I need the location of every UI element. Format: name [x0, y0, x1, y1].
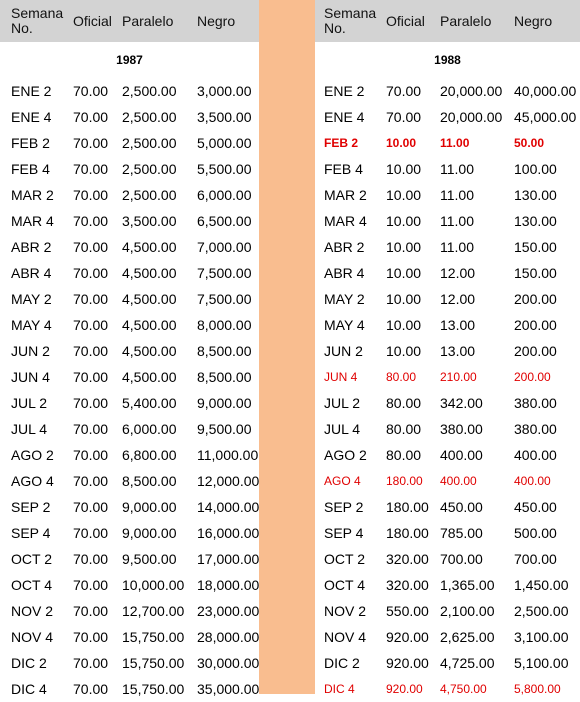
cell-oficial: 320.00 [386, 551, 429, 567]
table-row [315, 468, 580, 494]
cell-semana: FEB 4 [11, 161, 50, 177]
cell-negro: 16,000.00 [197, 525, 260, 541]
cell-oficial: 80.00 [386, 370, 417, 384]
cell-semana: AGO 4 [11, 473, 54, 489]
cell-semana: ENE 2 [11, 83, 52, 99]
cell-paralelo: 4,500.00 [122, 343, 177, 359]
cell-negro: 9,500.00 [197, 421, 252, 437]
cell-negro: 1,450.00 [514, 577, 569, 593]
cell-oficial: 80.00 [386, 395, 422, 411]
cell-paralelo: 13.00 [440, 343, 476, 359]
table-row [0, 78, 259, 104]
cell-semana: SEP 2 [324, 499, 364, 515]
cell-negro: 12,000.00 [197, 473, 260, 489]
cell-paralelo: 10,000.00 [122, 577, 185, 593]
cell-oficial: 10.00 [386, 343, 422, 359]
cell-semana: NOV 4 [324, 629, 367, 645]
cell-paralelo: 2,625.00 [440, 629, 495, 645]
cell-semana: JUL 2 [11, 395, 48, 411]
cell-oficial: 70.00 [73, 265, 109, 281]
cell-semana: SEP 4 [11, 525, 51, 541]
cell-semana: OCT 4 [11, 577, 52, 593]
cell-oficial: 80.00 [386, 447, 422, 463]
table-row [0, 520, 259, 546]
table-row [315, 208, 580, 234]
cell-semana: JUL 4 [324, 421, 361, 437]
cell-paralelo: 12,700.00 [122, 603, 185, 619]
cell-paralelo: 4,500.00 [122, 291, 177, 307]
cell-paralelo: 450.00 [440, 499, 483, 515]
cell-paralelo: 2,500.00 [122, 109, 177, 125]
table-row [315, 78, 580, 104]
table-row [315, 130, 580, 156]
table-row [0, 546, 259, 572]
cell-oficial: 70.00 [386, 83, 422, 99]
cell-negro: 5,100.00 [514, 655, 569, 671]
table-header [0, 0, 259, 42]
table-1988 [315, 0, 580, 694]
cell-paralelo: 9,000.00 [122, 525, 177, 541]
cell-negro: 9,000.00 [197, 395, 252, 411]
cell-oficial: 70.00 [73, 421, 109, 437]
cell-paralelo: 4,750.00 [440, 682, 487, 696]
cell-negro: 200.00 [514, 370, 551, 384]
table-row [315, 338, 580, 364]
cell-semana: JUN 2 [11, 343, 50, 359]
cell-paralelo: 12.00 [440, 265, 476, 281]
cell-negro: 100.00 [514, 161, 557, 177]
cell-oficial: 70.00 [73, 499, 109, 515]
cell-semana: JUL 2 [324, 395, 361, 411]
table-row [0, 130, 259, 156]
cell-negro: 30,000.00 [197, 655, 260, 671]
cell-paralelo: 400.00 [440, 474, 477, 488]
cell-negro: 380.00 [514, 421, 557, 437]
table-row [315, 546, 580, 572]
cell-negro: 40,000.00 [514, 83, 577, 99]
cell-oficial: 70.00 [73, 395, 109, 411]
cell-oficial: 10.00 [386, 136, 417, 150]
cell-oficial: 70.00 [73, 187, 109, 203]
cell-negro: 200.00 [514, 317, 557, 333]
table-body [315, 78, 580, 702]
cell-oficial: 70.00 [73, 161, 109, 177]
table-row [0, 104, 259, 130]
cell-oficial: 180.00 [386, 525, 429, 541]
cell-oficial: 10.00 [386, 265, 422, 281]
cell-semana: OCT 4 [324, 577, 365, 593]
cell-paralelo: 342.00 [440, 395, 483, 411]
table-row [0, 208, 259, 234]
cell-oficial: 550.00 [386, 603, 429, 619]
cell-paralelo: 8,500.00 [122, 473, 177, 489]
cell-paralelo: 6,800.00 [122, 447, 177, 463]
cell-paralelo: 210.00 [440, 370, 477, 384]
cell-semana: MAY 4 [324, 317, 365, 333]
cell-semana: MAY 2 [11, 291, 52, 307]
cell-oficial: 70.00 [73, 343, 109, 359]
cell-negro: 450.00 [514, 499, 557, 515]
cell-paralelo: 12.00 [440, 291, 476, 307]
table-row [315, 520, 580, 546]
cell-paralelo: 4,500.00 [122, 369, 177, 385]
table-row [0, 494, 259, 520]
header-oficial: Oficial [386, 12, 425, 29]
cell-oficial: 180.00 [386, 474, 423, 488]
cell-semana: AGO 4 [324, 474, 361, 488]
cell-oficial: 70.00 [73, 447, 109, 463]
cell-paralelo: 6,000.00 [122, 421, 177, 437]
table-row [0, 572, 259, 598]
cell-semana: SEP 4 [324, 525, 364, 541]
year-label: 1987 [116, 53, 143, 67]
table-row [315, 364, 580, 390]
cell-negro: 8,000.00 [197, 317, 252, 333]
cell-oficial: 70.00 [73, 369, 109, 385]
header-oficial: Oficial [73, 12, 112, 29]
column-divider [259, 0, 315, 694]
cell-negro: 380.00 [514, 395, 557, 411]
cell-negro: 17,000.00 [197, 551, 260, 567]
table-row [315, 442, 580, 468]
cell-oficial: 10.00 [386, 291, 422, 307]
cell-semana: MAR 4 [11, 213, 54, 229]
header-semana: Semana No. [11, 5, 64, 36]
cell-semana: DIC 2 [324, 655, 360, 671]
table-row [315, 650, 580, 676]
table-row [315, 286, 580, 312]
cell-oficial: 70.00 [386, 109, 422, 125]
cell-paralelo: 4,500.00 [122, 239, 177, 255]
table-header [315, 0, 580, 42]
cell-negro: 130.00 [514, 213, 557, 229]
cell-semana: DIC 4 [324, 682, 355, 696]
table-row [0, 182, 259, 208]
cell-paralelo: 15,750.00 [122, 629, 185, 645]
header-negro: Negro [197, 12, 236, 29]
cell-negro: 6,500.00 [197, 213, 252, 229]
table-row [0, 234, 259, 260]
table-row [0, 624, 259, 650]
cell-oficial: 180.00 [386, 499, 429, 515]
table-row [315, 598, 580, 624]
cell-paralelo: 15,750.00 [122, 681, 185, 697]
cell-semana: DIC 2 [11, 655, 47, 671]
cell-oficial: 70.00 [73, 525, 109, 541]
cell-oficial: 70.00 [73, 83, 109, 99]
table-row [0, 338, 259, 364]
cell-semana: MAR 2 [11, 187, 54, 203]
cell-semana: JUN 4 [11, 369, 50, 385]
cell-semana: FEB 4 [324, 161, 363, 177]
cell-semana: ENE 2 [324, 83, 365, 99]
cell-negro: 6,000.00 [197, 187, 252, 203]
cell-oficial: 70.00 [73, 239, 109, 255]
cell-semana: OCT 2 [11, 551, 52, 567]
cell-negro: 7,000.00 [197, 239, 252, 255]
cell-semana: ABR 4 [324, 265, 365, 281]
cell-semana: MAY 4 [11, 317, 52, 333]
table-row [315, 260, 580, 286]
cell-paralelo: 20,000.00 [440, 83, 503, 99]
cell-negro: 35,000.00 [197, 681, 260, 697]
cell-oficial: 10.00 [386, 317, 422, 333]
cell-paralelo: 2,500.00 [122, 187, 177, 203]
cell-negro: 28,000.00 [197, 629, 260, 645]
table-row [315, 182, 580, 208]
cell-oficial: 70.00 [73, 603, 109, 619]
cell-semana: OCT 2 [324, 551, 365, 567]
cell-negro: 14,000.00 [197, 499, 260, 515]
cell-semana: JUL 4 [11, 421, 48, 437]
table-row [0, 312, 259, 338]
cell-oficial: 70.00 [73, 629, 109, 645]
cell-oficial: 70.00 [73, 291, 109, 307]
cell-negro: 11,000.00 [197, 447, 259, 463]
cell-negro: 3,500.00 [197, 109, 252, 125]
cell-oficial: 70.00 [73, 213, 109, 229]
cell-paralelo: 2,100.00 [440, 603, 495, 619]
cell-negro: 500.00 [514, 525, 557, 541]
table-row [0, 260, 259, 286]
table-row [0, 598, 259, 624]
cell-paralelo: 13.00 [440, 317, 476, 333]
cell-negro: 400.00 [514, 474, 551, 488]
cell-paralelo: 2,500.00 [122, 135, 177, 151]
cell-negro: 150.00 [514, 239, 557, 255]
cell-semana: ABR 2 [11, 239, 52, 255]
cell-negro: 130.00 [514, 187, 557, 203]
cell-negro: 3,100.00 [514, 629, 569, 645]
table-row [0, 442, 259, 468]
cell-negro: 5,500.00 [197, 161, 252, 177]
table-1987 [0, 0, 260, 697]
cell-semana: DIC 4 [11, 681, 47, 697]
cell-semana: AGO 2 [11, 447, 54, 463]
cell-paralelo: 4,500.00 [122, 265, 177, 281]
table-row [0, 286, 259, 312]
cell-negro: 2,500.00 [514, 603, 569, 619]
cell-negro: 23,000.00 [197, 603, 260, 619]
cell-oficial: 70.00 [73, 655, 109, 671]
cell-semana: FEB 2 [324, 136, 359, 150]
cell-paralelo: 11.00 [440, 213, 474, 229]
cell-oficial: 10.00 [386, 239, 422, 255]
cell-negro: 7,500.00 [197, 265, 252, 281]
cell-oficial: 920.00 [386, 655, 429, 671]
year-label: 1988 [434, 53, 461, 67]
table-row [315, 390, 580, 416]
table-row [0, 390, 259, 416]
table-row [315, 234, 580, 260]
table-row [315, 312, 580, 338]
cell-negro: 18,000.00 [197, 577, 260, 593]
cell-semana: AGO 2 [324, 447, 367, 463]
cell-paralelo: 11.00 [440, 187, 474, 203]
cell-paralelo: 2,500.00 [122, 161, 177, 177]
cell-oficial: 10.00 [386, 213, 422, 229]
table-row [0, 650, 259, 676]
cell-paralelo: 9,500.00 [122, 551, 177, 567]
cell-oficial: 920.00 [386, 629, 429, 645]
table-row [0, 416, 259, 442]
table-body [0, 78, 259, 702]
cell-negro: 8,500.00 [197, 343, 252, 359]
cell-negro: 8,500.00 [197, 369, 252, 385]
cell-negro: 700.00 [514, 551, 557, 567]
cell-paralelo: 11.00 [440, 161, 474, 177]
cell-paralelo: 11.00 [440, 136, 470, 150]
cell-oficial: 70.00 [73, 109, 109, 125]
table-row [315, 156, 580, 182]
cell-oficial: 70.00 [73, 473, 109, 489]
cell-negro: 200.00 [514, 343, 557, 359]
header-paralelo: Paralelo [122, 12, 174, 29]
cell-paralelo: 1,365.00 [440, 577, 495, 593]
table-row [315, 676, 580, 702]
cell-paralelo: 380.00 [440, 421, 483, 437]
cell-oficial: 70.00 [73, 577, 109, 593]
table-row [315, 416, 580, 442]
cell-semana: JUN 4 [324, 370, 358, 384]
cell-paralelo: 785.00 [440, 525, 483, 541]
cell-semana: NOV 4 [11, 629, 54, 645]
cell-negro: 200.00 [514, 291, 557, 307]
cell-semana: SEP 2 [11, 499, 51, 515]
cell-negro: 50.00 [514, 136, 545, 150]
cell-paralelo: 11.00 [440, 239, 474, 255]
cell-negro: 150.00 [514, 265, 557, 281]
cell-negro: 45,000.00 [514, 109, 577, 125]
cell-paralelo: 20,000.00 [440, 109, 503, 125]
header-semana: Semana No. [324, 5, 377, 36]
cell-oficial: 70.00 [73, 551, 109, 567]
cell-paralelo: 3,500.00 [122, 213, 177, 229]
cell-negro: 7,500.00 [197, 291, 252, 307]
table-row [0, 468, 259, 494]
cell-paralelo: 4,500.00 [122, 317, 177, 333]
cell-paralelo: 2,500.00 [122, 83, 177, 99]
header-paralelo: Paralelo [440, 12, 492, 29]
table-row [315, 104, 580, 130]
cell-oficial: 10.00 [386, 161, 422, 177]
cell-oficial: 70.00 [73, 317, 109, 333]
cell-paralelo: 5,400.00 [122, 395, 177, 411]
cell-paralelo: 700.00 [440, 551, 483, 567]
cell-paralelo: 400.00 [440, 447, 483, 463]
cell-oficial: 920.00 [386, 682, 423, 696]
cell-oficial: 10.00 [386, 187, 422, 203]
cell-semana: JUN 2 [324, 343, 363, 359]
cell-semana: NOV 2 [11, 603, 54, 619]
cell-paralelo: 9,000.00 [122, 499, 177, 515]
cell-semana: MAY 2 [324, 291, 365, 307]
cell-semana: NOV 2 [324, 603, 367, 619]
cell-semana: MAR 4 [324, 213, 367, 229]
cell-paralelo: 15,750.00 [122, 655, 185, 671]
cell-negro: 5,000.00 [197, 135, 252, 151]
cell-oficial: 70.00 [73, 681, 109, 697]
cell-negro: 5,800.00 [514, 682, 561, 696]
cell-oficial: 320.00 [386, 577, 429, 593]
cell-negro: 3,000.00 [197, 83, 252, 99]
table-row [0, 364, 259, 390]
cell-oficial: 70.00 [73, 135, 109, 151]
table-row [0, 156, 259, 182]
cell-oficial: 80.00 [386, 421, 422, 437]
table-row [315, 494, 580, 520]
cell-semana: ABR 4 [11, 265, 52, 281]
cell-semana: MAR 2 [324, 187, 367, 203]
header-negro: Negro [514, 12, 553, 29]
cell-semana: FEB 2 [11, 135, 50, 151]
cell-paralelo: 4,725.00 [440, 655, 495, 671]
table-row [315, 572, 580, 598]
cell-semana: ENE 4 [324, 109, 365, 125]
cell-semana: ENE 4 [11, 109, 52, 125]
cell-negro: 400.00 [514, 447, 557, 463]
table-row [0, 676, 259, 702]
cell-semana: ABR 2 [324, 239, 365, 255]
table-row [315, 624, 580, 650]
